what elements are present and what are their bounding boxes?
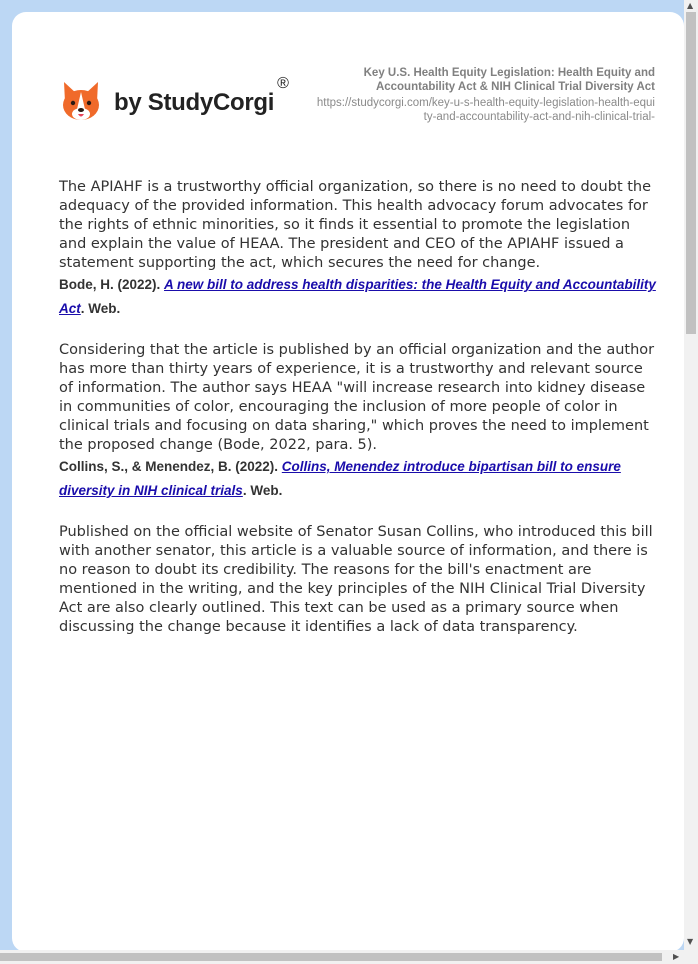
document-header bbox=[315, 66, 655, 124]
vertical-scroll-thumb[interactable] bbox=[686, 12, 696, 334]
scroll-down-icon[interactable]: ▼ bbox=[687, 937, 694, 946]
citation-suffix: . Web. bbox=[242, 483, 283, 498]
citation-link[interactable]: A new bill to address health disparities: the Health Equity and Accountability Act bbox=[59, 277, 656, 316]
paragraph-1: The APIAHF is a trustworthy official organization, so there is no need to doubt the adequacy of the provided information. This health advocacy forum advocates for the rights of ethnic minorities, so it finds it essential to promote the legislation and explain the value of HEAA. The president and CEO of the APIAHF issued a statement supporting the act, which secures the need for change. bbox=[59, 179, 652, 271]
scroll-right-icon[interactable]: ▶ bbox=[673, 952, 680, 961]
corgi-logo-icon bbox=[60, 78, 102, 122]
citation-authors: Collins, S., & Menendez, B. (2022). bbox=[59, 459, 282, 474]
document-url[interactable]: https://studycorgi.com/key-u-s-health-equity-legislation-health-equity-and-accountability-act-and-nih-clinical-trial- bbox=[316, 97, 655, 123]
registered-mark: ® bbox=[277, 75, 289, 92]
citation-authors: Bode, H. (2022). bbox=[59, 277, 165, 292]
vertical-scrollbar[interactable] bbox=[684, 0, 698, 950]
citation-suffix: . Web. bbox=[80, 301, 121, 316]
paragraph-3: Published on the official website of Senator Susan Collins, who introduced this bill with another senator, this article is a valuable source of information, and there is no reason to doubt its credibility. The reasons for the bill's enactment are mentioned in the writing, and the key principles of the NIH Clinical Trial Diversity Act are also clearly outlined. This text can be used as a primary source when discussing the change because it identifies a lack of data transparency. bbox=[59, 524, 653, 635]
document-body bbox=[59, 178, 659, 637]
horizontal-scrollbar[interactable] bbox=[0, 950, 698, 964]
horizontal-scroll-thumb[interactable] bbox=[0, 953, 662, 961]
brand-name: by StudyCorgi bbox=[114, 89, 275, 116]
document-page bbox=[12, 12, 684, 952]
studycorgi-logo[interactable] bbox=[60, 76, 289, 124]
paragraph-2: Considering that the article is published by an official organization and the author has more than thirty years of experience, it is a trustworthy and relevant source of information. The author says HEAA "will increase research into kidney disease in communities of color, encouraging the inclusion of more people of color in clinical trials and focusing on data sharing," which proves the need to implement the proposed change (Bode, 2022, para. 5). bbox=[59, 342, 655, 453]
scroll-up-icon[interactable]: ▲ bbox=[687, 1, 694, 10]
document-title: Key U.S. Health Equity Legislation: Health Equity and Accountability Act & NIH Clinical Trial Diversity Act bbox=[363, 67, 655, 93]
citation-link[interactable]: Collins, Menendez introduce bipartisan bill to ensure diversity in NIH clinical trials bbox=[59, 459, 621, 498]
citation-2 bbox=[59, 455, 659, 503]
citation-1 bbox=[59, 273, 659, 321]
